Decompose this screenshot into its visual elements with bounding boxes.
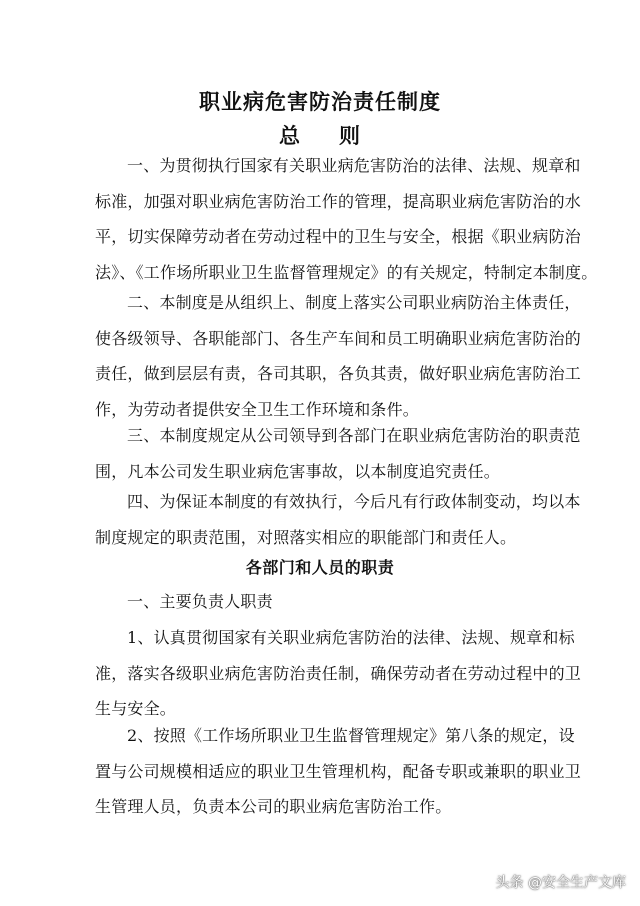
watermark-text: 头条 @安全生产文库 (495, 875, 626, 891)
paragraph-line: 三、本制度规定从公司领导到各部门在职业病危害防治的职责范 (127, 426, 581, 445)
paragraph-line: 制度规定的职责范围，对照落实相应的职能部门和责任人。 (95, 527, 517, 547)
paragraph-line: 法》、《工作场所职业卫生监督管理规定》的有关规定，特制定本制度。 (95, 262, 598, 282)
section-heading-general (0, 120, 640, 150)
paragraph-line: 标准，加强对职业病危害防治工作的管理，提高职业病危害防治的水 (95, 191, 582, 211)
paragraph-line: 一、主要负责人职责 (127, 592, 273, 611)
paragraph-4 (95, 484, 581, 555)
paragraph-line: 生与安全。 (95, 699, 177, 718)
paragraph-3 (95, 418, 581, 489)
paragraph-line: 准，落实各级职业病危害防治责任制，确保劳动者在劳动过程中的卫 (95, 663, 582, 683)
duties-paragraph-2 (95, 620, 582, 727)
paragraph-line: 生管理人员，负责本公司的职业病危害防治工作。 (95, 797, 452, 816)
paragraph-line: 2、按照《工作场所职业卫生监督管理规定》第八条的规定，设 (127, 726, 575, 745)
section-heading-general-left: 总 (279, 124, 301, 148)
paragraph-1 (95, 148, 598, 290)
paragraph-line: 二、本制度是从组织上、制度上落实公司职业病防治主体责任， (127, 293, 581, 312)
paragraph-line: 一、为贯彻执行国家有关职业病危害防治的法律、法规、规章和 (127, 156, 581, 175)
paragraph-line: 置与公司规模相适应的职业卫生管理机构，配备专职或兼职的职业卫 (95, 761, 582, 781)
section-heading-duties: 各部门和人员的职责 (245, 558, 395, 577)
document-title: 职业病危害防治责任制度 (199, 90, 441, 114)
paragraph-line: 作，为劳动者提供安全卫生工作环境和条件。 (95, 399, 420, 419)
paragraph-2 (95, 285, 582, 427)
paragraph-line: 责任，做到层层有责，各司其职，各负其责，做好职业病危害防治工 (95, 364, 582, 383)
paragraph-line: 平，切实保障劳动者在劳动过程中的卫生与安全，根据《职业病防治 (95, 227, 582, 246)
duties-paragraph-1 (95, 584, 545, 620)
paragraph-line: 围，凡本公司发生职业病危害事故，以本制度追究责任。 (95, 461, 501, 481)
section-heading-general-right: 则 (339, 124, 361, 148)
watermark (496, 872, 626, 892)
paragraph-line: 1、认真贯彻国家有关职业病危害防治的法律、法规、规章和标 (127, 628, 575, 647)
paragraph-line: 使各级领导、各职能部门、各生产车间和员工明确职业病危害防治的 (95, 328, 582, 348)
duties-paragraph-3 (95, 718, 582, 825)
paragraph-line: 四、为保证本制度的有效执行，今后凡有行政体制变动，均以本 (127, 492, 581, 511)
